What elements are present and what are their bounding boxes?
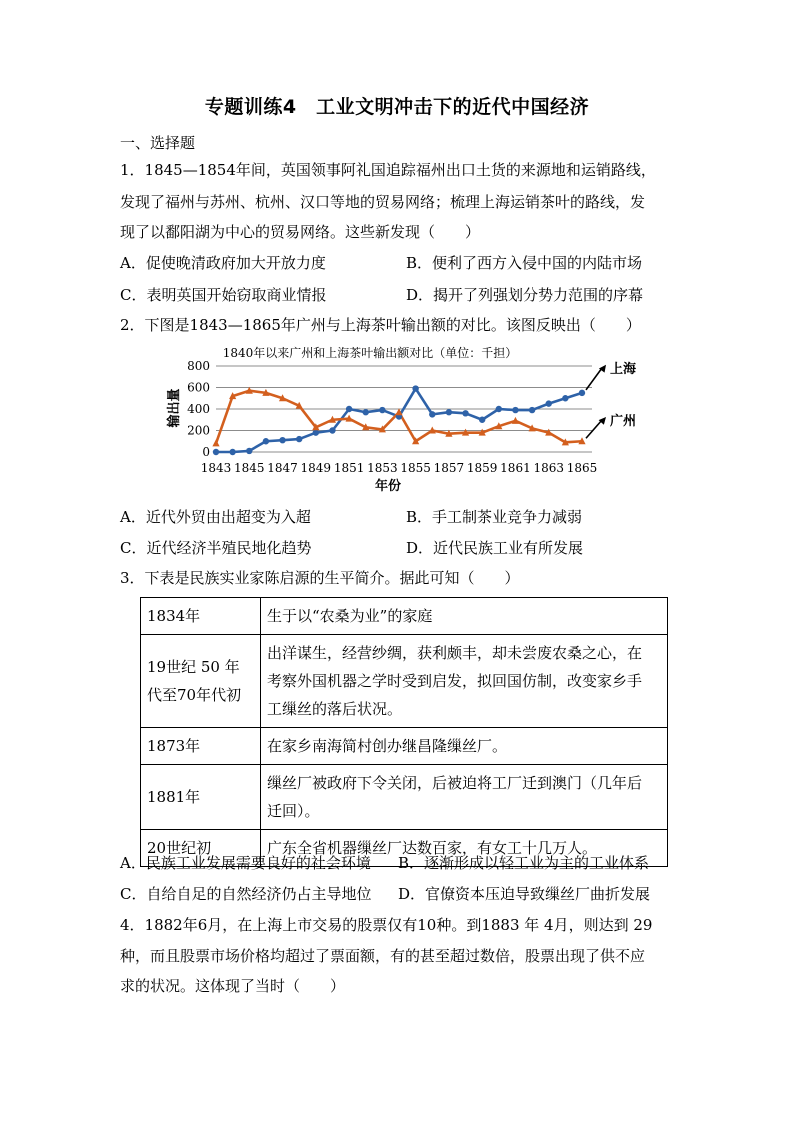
table-cell-text — [261, 635, 668, 728]
x-tick-label: 1847 — [267, 461, 298, 475]
y-tick-label: 800 — [187, 359, 210, 373]
x-tick-label: 1865 — [566, 461, 598, 475]
chart-title: 1840年以来广州和上海茶叶输出额对比（单位：千担） — [222, 346, 518, 360]
table-cell-year: 1881年 — [141, 765, 261, 830]
x-tick-label: 1843 — [200, 461, 232, 475]
q1-option-d: D．揭开了列强划分势力范围的序幕 — [406, 286, 644, 304]
q2-stem: 2．下图是1843—1865年广州与上海茶叶输出额的对比。该图反映出（ ） — [120, 316, 641, 334]
section-heading: 一、选择题 — [120, 134, 196, 152]
q1-line-2: 发现了福州与苏州、杭州、汉口等地的贸易网络；梳理上海运销茶叶的路线，发 — [120, 193, 646, 211]
data-point — [412, 385, 418, 391]
table-row — [141, 635, 668, 728]
data-point — [429, 411, 435, 417]
x-tick-label: 1853 — [367, 461, 398, 475]
data-point — [546, 400, 552, 406]
legend-label-1: 上海 — [610, 362, 637, 377]
y-tick-label: 600 — [187, 380, 210, 395]
y-tick-label: 200 — [187, 423, 210, 438]
chart-xlabel: 年份 — [374, 479, 402, 494]
data-point — [579, 390, 585, 396]
q1-line-3: 现了以鄱阳湖为中心的贸易网络。这些新发现（ ） — [120, 223, 481, 241]
x-tick-label: 1855 — [400, 461, 431, 475]
q3-option-c: C．自给自足的自然经济仍占主导地位 — [120, 885, 372, 903]
q2-option-a: A．近代外贸由出超变为入超 — [120, 508, 311, 526]
x-tick-label: 1861 — [500, 461, 531, 475]
table-cell-text-line: 出洋谋生，经营纱绸，获利颇丰，却未尝废农桑之心，在 — [267, 644, 643, 662]
chart-ylabel: 输出量 — [167, 388, 182, 428]
data-point — [263, 438, 269, 444]
legend-arrow — [586, 420, 602, 438]
q1-option-c: C．表明英国开始窃取商业情报 — [120, 286, 327, 304]
table-cell-year-line: 代至70年代初 — [147, 686, 242, 704]
q2-option-b: B．手工制茶业竞争力减弱 — [406, 508, 583, 526]
y-tick-label: 0 — [202, 445, 210, 459]
q3-stem: 3．下表是民族实业家陈启源的生平简介。据此可知（ ） — [120, 569, 520, 587]
data-point — [446, 409, 452, 415]
table-cell-text-line: 缫丝厂被政府下令关闭，后被迫将工厂迁到澳门（几年后 — [267, 774, 643, 792]
data-point — [246, 448, 252, 454]
x-tick-label: 1845 — [233, 461, 265, 475]
legend-arrow — [586, 368, 602, 390]
x-tick-label: 1849 — [300, 461, 332, 475]
x-tick-label: 1857 — [433, 461, 465, 475]
table-cell-text-line: 工缫丝的落后状况。 — [267, 700, 403, 718]
table-cell-year: 1834年 — [141, 598, 261, 635]
biography-table — [140, 597, 668, 867]
table-row — [141, 598, 668, 635]
data-point — [329, 427, 335, 433]
q1-option-a: A．促使晚清政府加大开放力度 — [120, 254, 326, 272]
data-point — [296, 436, 302, 442]
q3-option-a: A．民族工业发展需要良好的社会环境 — [120, 854, 371, 872]
x-tick-label: 1851 — [333, 461, 365, 475]
data-point — [496, 406, 502, 412]
table-row — [141, 728, 668, 765]
table-cell-text — [261, 765, 668, 830]
table-cell-text-line: 迁回）。 — [267, 802, 320, 820]
q2-option-c: C．近代经济半殖民地化趋势 — [120, 539, 312, 557]
data-point — [512, 407, 518, 413]
table-cell-text: 广东全省机器缫丝厂达数百家，有女工十几万人。 — [261, 830, 668, 867]
data-point — [279, 437, 285, 443]
q4-line-3: 求的状况。这体现了当时（ ） — [120, 977, 346, 995]
data-point — [213, 449, 219, 455]
table-cell-year: 20世纪初 — [141, 830, 261, 867]
table-cell-year: 1873年 — [141, 728, 261, 765]
data-point — [379, 407, 385, 413]
data-point — [562, 395, 568, 401]
q1-option-b: B．便利了西方入侵中国的内陆市场 — [406, 254, 643, 272]
data-point — [479, 417, 485, 423]
q4-line-2: 种，而且股票市场价格均超过了票面额，有的甚至超过数倍，股票出现了供不应 — [120, 947, 646, 965]
data-point — [363, 409, 369, 415]
x-tick-label: 1863 — [533, 461, 565, 475]
table-row — [141, 765, 668, 830]
table-cell-text-line: 考察外国机器之学时受到启发，拟回国仿制，改变家乡手 — [267, 672, 643, 690]
data-point — [313, 429, 319, 435]
table-cell-text: 生于以“农桑为业”的家庭 — [261, 598, 668, 635]
q1-line-1: 1．1845—1854年间，英国领事阿礼国追踪福州出口土货的来源地和运销路线， — [120, 161, 656, 179]
series-line-1 — [216, 389, 582, 452]
page-title: 专题训练4 工业文明冲击下的近代中国经济 — [204, 96, 590, 118]
data-point — [529, 407, 535, 413]
data-point — [346, 406, 352, 412]
table-cell-year — [141, 635, 261, 728]
table-cell-year-line: 19世纪 50 年 — [147, 658, 240, 676]
q4-line-1: 4．1882年6月，在上海上市交易的股票仅有10种。到1883 年 4月，则达到 29 — [120, 916, 653, 934]
q3-option-d: D．官僚资本压迫导致缫丝厂曲折发展 — [398, 885, 651, 903]
legend-label-2: 广州 — [610, 414, 637, 429]
table-cell-text: 在家乡南海简村创办继昌隆缫丝厂。 — [261, 728, 668, 765]
y-tick-label: 400 — [187, 402, 210, 416]
tea-export-chart — [160, 340, 640, 498]
q3-option-b: B．逐渐形成以轻工业为主的工业体系 — [398, 854, 650, 872]
q2-option-d: D．近代民族工业有所发展 — [406, 539, 584, 557]
data-point — [462, 410, 468, 416]
data-point — [229, 449, 235, 455]
data-point — [212, 439, 219, 446]
x-tick-label: 1859 — [466, 461, 498, 475]
